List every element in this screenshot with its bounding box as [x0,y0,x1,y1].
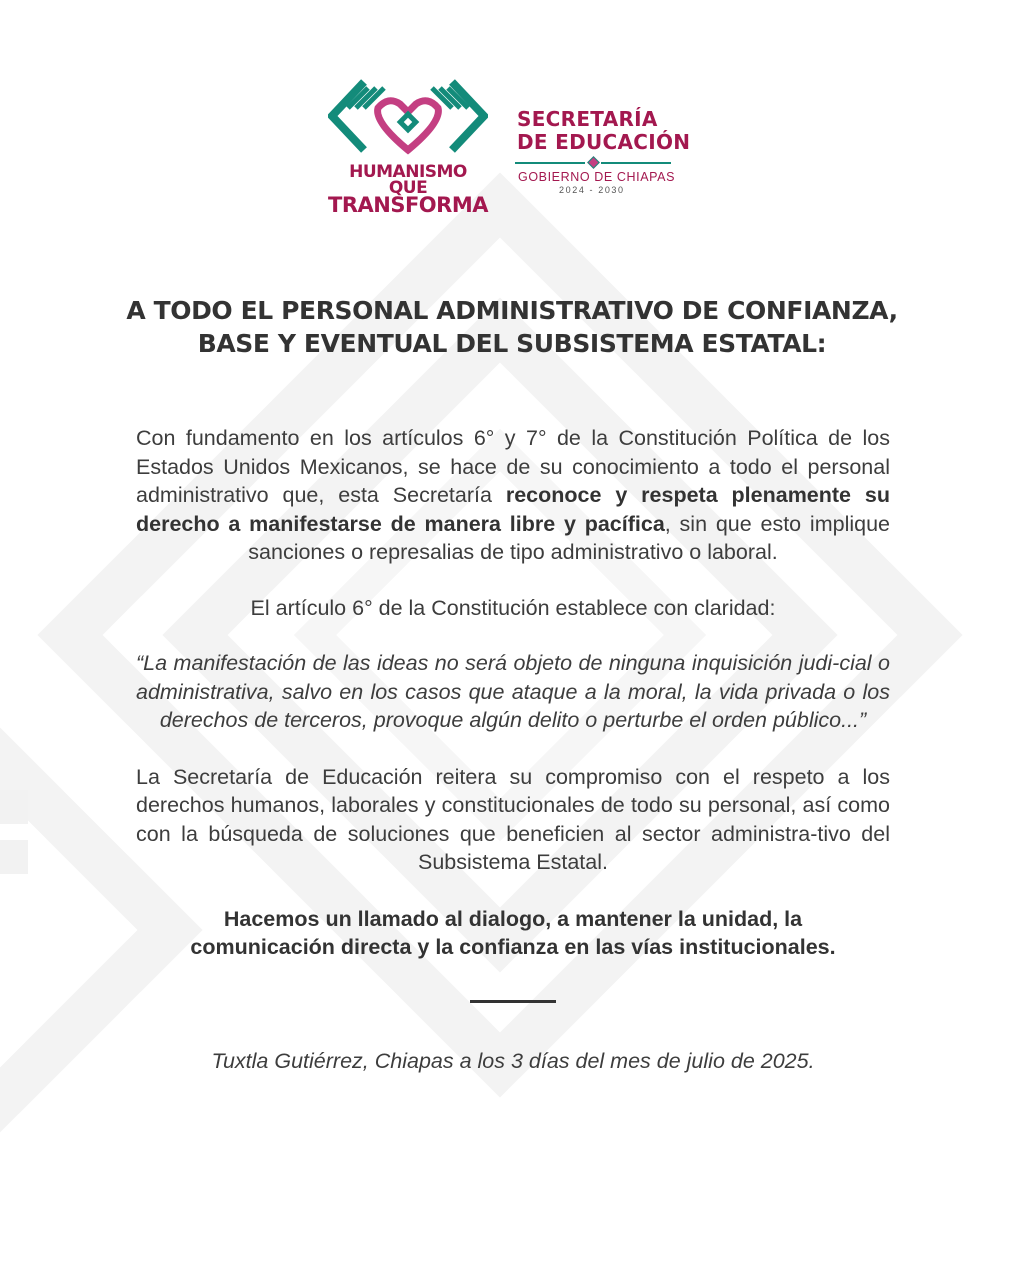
place-and-date: Tuxtla Gutiérrez, Chiapas a los 3 días del mes de julio de 2025. [211,1048,815,1073]
call-line2: comunicación directa y la confianza en las vías institucionales. [190,935,836,959]
constitution-quote: “La manifestación de las ideas no será objeto de ninguna inquisición judi-cial o administrativa, salvo en los casos que ataque a la moral, la vida privada o los derechos de terceros, provoque algún delito o perturbe el orden público...” [136,651,890,732]
tagline-line1: HUMANISMO QUE [349,162,467,199]
logo-divider [515,157,671,169]
intro-text-b: , sin que esto implique sanciones o represalias de tipo administrativo o laboral. [248,511,890,564]
secretaria-name [512,108,697,154]
title-line1: A TODO EL PERSONAL ADMINISTRATIVO DE CONFIANZA, [126,296,898,325]
page-title [90,294,934,360]
call-to-action [176,905,850,962]
intro-text-a: Con fundamento en los artículos 6° y 7° de la Constitución Política de los Estados Unidos Mexicanos, se hace de su conocimiento a todo el personal administrativo que, esta Secretaría [136,426,890,507]
government-name: GOBIERNO DE CHIAPAS [518,170,676,184]
divider-line-left [515,162,585,164]
call-line1: Hacemos un llamado al dialogo, a mantener la unidad, la [223,906,803,931]
paragraph-intro [136,424,890,567]
paragraph-article-reference: El artículo 6° de la Constitución establece con claridad: [250,595,776,620]
diamond-icon [587,156,600,169]
title-line2: BASE Y EVENTUAL DEL SUBSISTEMA ESTATAL: [197,329,827,358]
divider-line-right [601,162,671,164]
humanismo-emblem-icon [328,78,488,164]
header [0,72,1024,218]
divider-rule [470,1000,556,1003]
tagline-line2: TRANSFORMA [328,193,488,218]
humanismo-logo [328,78,488,218]
tagline [328,164,488,216]
secretaria-name-line2: DE EDUCACIÓN [517,130,691,154]
government-period: 2024 - 2030 [559,185,625,195]
secretaria-name-line1: SECRETARÍA [517,107,658,131]
paragraph-commitment: La Secretaría de Educación reitera su compromiso con el respeto a los derechos humanos, laborales y constitucionales de todo su personal, así como con la búsqueda de soluciones que beneficien al sector administra-tivo del Subsistema Estatal. [136,764,890,874]
document-body [136,424,890,1075]
secretaria-logo [512,108,697,195]
intro-bold-text: reconoce y respeta plenamente su derecho a manifestarse de manera libre y pacífica [136,483,890,536]
